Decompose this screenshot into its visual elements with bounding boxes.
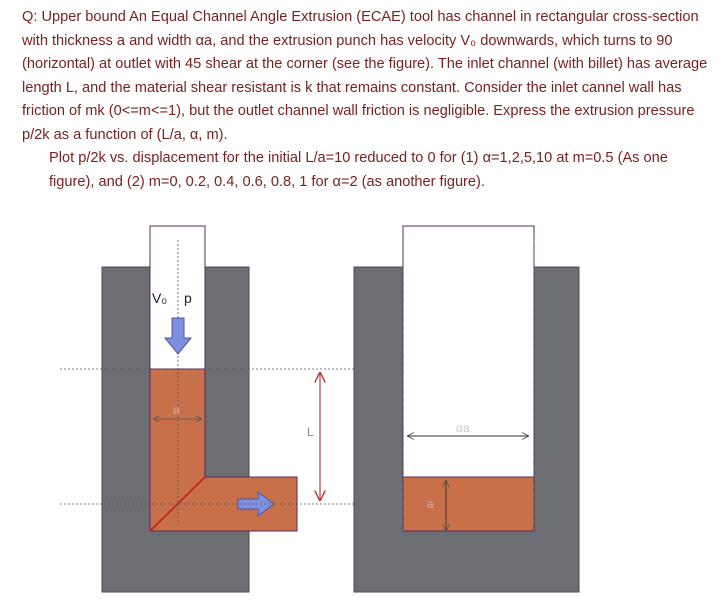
right-billet <box>403 477 534 531</box>
pressure-label: p <box>184 290 192 306</box>
length-label: L <box>307 425 314 439</box>
thickness-label: a <box>173 403 180 417</box>
velocity-label: V₀ <box>152 290 168 306</box>
right-thickness-label: a <box>427 497 434 511</box>
width-label: αa <box>456 421 470 435</box>
problem-paragraph-2: Plot p/2k vs. displacement for the initial L/a=10 reduced to 0 for (1) α=1,2,5,10 at m=0.5 (As one figure), and (2) m=0, 0.2, 0.4, 0.6, 0.8, 1 for α=2 (as another figure). <box>49 150 668 190</box>
problem-paragraph-1: Q: Upper bound An Equal Channel Angle Extrusion (ECAE) tool has channel in rectangular cross-section with thickness a and width αa, and the extrusion punch has velocity V₀ downwards, which turns to 90 (horizontal) at outlet with 45 shear at the corner (see the figure). The inlet channel (with billet) has average length L, and the material shear resistant is k that remains constant. Consider the inlet cannel wall has friction of mk (0<=m<=1), but the outlet channel wall friction is negligible. Express the extrusion pressure p/2k as a function of (L/a, α, m). <box>22 9 708 143</box>
right-inlet-channel <box>403 226 534 477</box>
